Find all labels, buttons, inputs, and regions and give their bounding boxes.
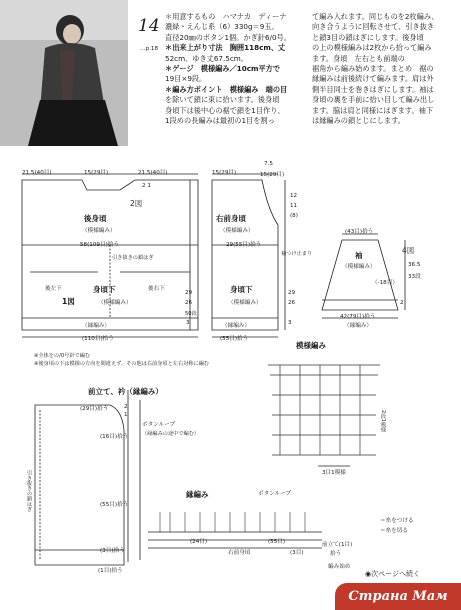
front-v29: 29 [288, 290, 296, 296]
watermark-logo: Страна Мам [335, 583, 461, 610]
back-title: 後身頃 [84, 214, 107, 223]
pattern-number: 14 [138, 16, 160, 36]
collar-pick2: (16目)拾う [100, 434, 129, 440]
collar-dim1: 1 [124, 412, 128, 418]
collar-left-note: 引き抜きの鎖はぎ [26, 470, 32, 512]
fig-1-label: 1図 [62, 297, 75, 306]
back-left-label: 後左下 [45, 286, 62, 292]
page-reference: …p.18 [140, 46, 159, 52]
front-dim-3: 3 [288, 320, 292, 326]
collar-pick1: (29目)拾う [80, 406, 109, 412]
back-sub2: （模様編み） [98, 300, 132, 306]
collar-pick5: (1目)拾う [98, 568, 123, 574]
back-pick: 58(109目)拾う [80, 242, 119, 248]
instructions-col2: て編み入れます。同じものを2枚編み、 向き合うように回転させて、引き抜き と鎖3目の鎖はぎにします。後身頃 の上の模様編みは2枚から拾って編み ます。身頃 左右とも前端の 裾角から編み始めます。まとめ 裾の 縁編みは前後続けて編みます。肩は外 側半目同士を巻きはぎにします。袖は 身頃の裏を手前に拾い目して編み出し ます。脇は肩と同様にはぎます。袖下 は縁編みの鎖とじにします。 [312, 12, 439, 126]
sleeve-dec: （-18目） [372, 280, 398, 286]
front-side3: (8) [290, 213, 298, 219]
fig-2-label: 2図 [130, 199, 143, 208]
front-sub: （模様編み） [220, 228, 254, 234]
back-right-label: 後右下 [148, 286, 165, 292]
back-dim-3: 3 [186, 320, 190, 326]
pattern-row-repeat: 2段1模様 [380, 410, 386, 433]
sleeve-len: 36.5 [408, 262, 421, 268]
front-top: 7.5 [264, 161, 273, 167]
edging-title: 縁編み [186, 490, 209, 499]
back-v29: 29 [185, 290, 193, 296]
edging-pick-note: 前立て(1目) [322, 542, 353, 548]
front-side1: 12 [290, 193, 298, 199]
instructions-col1: ＊用意するもの ハマナカ ディーナ 濃緑・えんじ系（6）330g＝9玉。 直径20㎜のボタン1個。かぎ針6/0号。 ＊出来上がり寸法 胸囲118cm、丈 52cm、ゆき丈67.5cm。 ＊ゲージ 模様編み／10cm平方で 19目×9段。 ＊編み方ポイント 模様編み 端の目 を除いて鎖に束に拾います。後身頃 身頃下は後中心の裾で鎖を1目作り、 1段めの長編みは最初の1目を割っ [165, 12, 291, 126]
back-v50: 50段 [185, 311, 197, 317]
collar-pick4: (3目)拾う [100, 548, 125, 554]
front-sleeve-note: 袖つけ止まり [281, 251, 313, 257]
front-top2: 15(29目) [260, 172, 285, 178]
edging-3: (3目) [290, 550, 304, 556]
back-two-one: 2 1 [142, 183, 151, 189]
fig-4-label: 4図 [402, 246, 415, 255]
back-v26: 26 [185, 300, 193, 306]
pattern-repeat: 3目1模様 [322, 470, 346, 476]
front-width: 15(29目) [212, 170, 237, 176]
sleeve-title: 袖 [355, 251, 363, 260]
back-body-label: 身頃下 [93, 285, 116, 294]
front-body-label: 身頃下 [230, 285, 253, 294]
sleeve-rows: 33段 [408, 274, 421, 280]
edging-55: (55目) [268, 539, 286, 545]
front-sub2: （模様編み） [228, 300, 262, 306]
back-bottom: (110目)拾う [82, 336, 114, 342]
front-edge: （縁編み） [222, 323, 250, 329]
collar-loop: ボタンループ [142, 422, 176, 428]
sleeve-sub: （模様編み） [342, 264, 376, 270]
edging-loop: ボタンループ [258, 491, 292, 497]
note-2: ※後身頃の下は模様の方向を間違えず、その他は右前身頃と左右対称に編む [34, 361, 210, 367]
front-side2: 11 [290, 203, 298, 209]
sleeve-pick: 42(79目)拾う [340, 314, 376, 320]
edging-twist: 右前身頃 [228, 550, 251, 556]
edging-start: 編み始め [328, 564, 351, 570]
sleeve-top: (43目)拾う [345, 229, 374, 235]
back-dim-right: 21.5(40目) [138, 170, 168, 176]
legend-attach: ＝糸をつける [380, 518, 414, 524]
pattern-title: 模様編み [296, 341, 326, 350]
edging-stop-note: 拾う [330, 551, 342, 557]
back-dim-left: 21.5(40目) [22, 170, 52, 176]
note-1: ※全体をの/0号針で編む [34, 353, 91, 359]
back-dim-mid: 15(29目) [84, 170, 109, 176]
legend-cut: ＝糸を切る [380, 528, 408, 534]
continued-next-page: ◉次ページへ続く [365, 570, 420, 578]
collar-pick3: (55目)拾う [100, 502, 129, 508]
collar-dim2: 2 [124, 404, 128, 410]
back-sub: （模様編み） [82, 228, 116, 234]
collar-title: 前立て、衿（縁編み） [88, 387, 163, 396]
back-arrow-note: 引き抜きの鎖はぎ [112, 255, 154, 261]
sleeve-edge: （縁編み） [344, 323, 372, 329]
edging-24: (24目) [190, 539, 208, 545]
front-title: 右前身頃 [216, 214, 246, 223]
front-v26: 26 [288, 300, 296, 306]
front-bottom: (55目)拾う [220, 336, 249, 342]
collar-loop-note: （縁編みの途中で編む） [142, 431, 200, 437]
back-edge: （縁編み） [82, 323, 110, 329]
front-pick: 29(55目)拾う [226, 242, 262, 248]
sleeve-edge-n: 2 [400, 300, 404, 306]
